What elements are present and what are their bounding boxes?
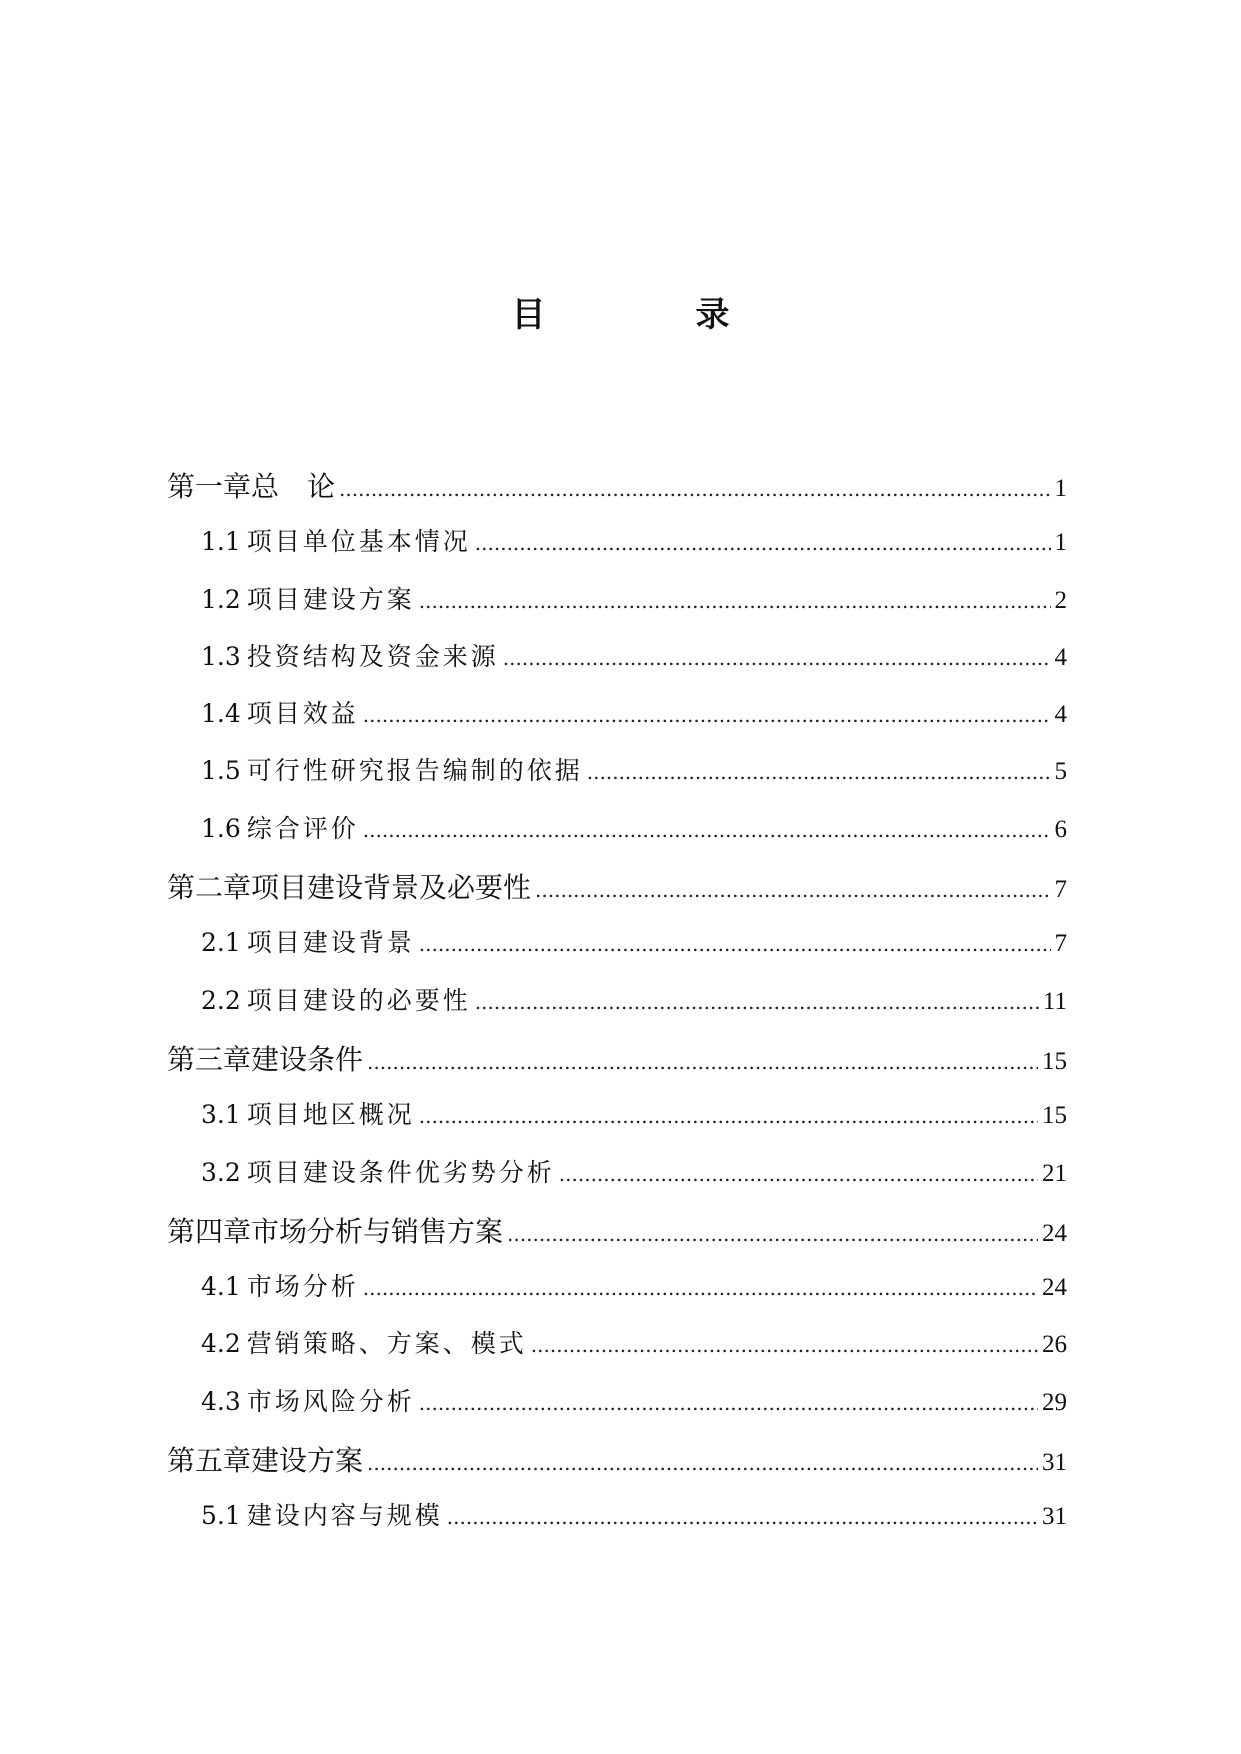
toc-entry-number: 4.2 [201,1329,241,1359]
toc-entry-page-number: 21 [1042,1159,1067,1187]
toc-entry-title: 项目建设背景 [246,928,415,958]
toc-entry-title: 项目建设条件优劣势分析 [246,1157,555,1187]
toc-title: 目 录 [511,295,788,335]
toc-section-entry[interactable] [167,1267,1067,1324]
toc-section-entry[interactable] [167,637,1067,694]
toc-entry-title: 总 论 [251,470,336,503]
toc-entry-title: 投资结构及资金来源 [246,641,499,671]
toc-entry-number: 3.2 [201,1157,241,1187]
toc-entry-number: 1.3 [201,641,241,671]
toc-entry-title: 市场分析与销售方案 [251,1214,504,1248]
dot-leader [535,878,1050,902]
toc-entry-page-number: 24 [1042,1274,1067,1302]
toc-entry-title: 项目建设的必要性 [246,985,471,1015]
toc-section-entry[interactable] [167,1382,1067,1439]
dot-leader [503,646,1051,670]
toc-entry-number: 4.1 [201,1272,241,1302]
toc-entry-title: 市场分析 [246,1272,359,1302]
toc-section-entry[interactable] [167,580,1067,637]
toc-entry-page-number: 1 [1054,475,1067,502]
dot-leader [367,1451,1038,1475]
dot-leader [419,932,1051,956]
toc-chapter-entry[interactable] [167,465,1067,522]
toc-section-entry[interactable] [167,751,1067,808]
toc-entry-page-number: 1 [1054,529,1067,557]
toc-entry-number: 1.2 [201,584,241,614]
dot-leader [339,477,1050,501]
dot-leader [475,990,1039,1014]
dot-leader [419,1391,1038,1415]
toc-entry-page-number: 7 [1054,876,1067,904]
dot-leader [419,589,1051,613]
toc-entry-page-number: 26 [1042,1331,1067,1359]
toc-entry-number: 1.5 [201,756,241,786]
toc-entry-page-number: 5 [1054,758,1067,786]
toc-section-entry[interactable] [167,694,1067,751]
toc-entry-title: 建设内容与规模 [246,1501,443,1531]
dot-leader [559,1162,1038,1186]
toc-entry-number: 2.1 [201,928,241,958]
toc-entry-title: 项目单位基本情况 [246,527,471,557]
toc-entry-number: 第四章 [167,1214,252,1248]
toc-entry-page-number: 2 [1054,586,1067,614]
toc-entry-title: 营销策略、方案、模式 [246,1329,527,1359]
toc-entry-number: 2.2 [201,985,241,1015]
toc-entry-number: 1.6 [201,813,241,843]
toc-entry-title: 市场风险分析 [246,1386,415,1416]
toc-entry-page-number: 4 [1054,643,1067,671]
toc-entry-title: 项目建设背景及必要性 [251,871,532,905]
toc-chapter-entry[interactable] [167,1439,1067,1496]
toc-entry-page-number: 24 [1042,1219,1067,1247]
toc-entry-title: 项目建设方案 [246,584,415,614]
toc-entry-page-number: 31 [1042,1449,1067,1477]
toc-entry-number: 第五章 [167,1444,252,1478]
toc-section-entry[interactable] [167,1496,1067,1553]
toc-section-entry[interactable] [167,1324,1067,1381]
toc-entry-title: 项目效益 [246,699,359,729]
toc-entry-page-number: 4 [1054,701,1067,729]
toc-entry-number: 1.1 [201,527,241,557]
dot-leader [363,703,1051,727]
toc-chapter-entry[interactable] [167,1210,1067,1267]
toc-entry-title: 建设方案 [251,1444,364,1478]
toc-entry-number: 第三章 [167,1042,252,1076]
toc-section-entry[interactable] [167,981,1067,1038]
toc-entry-page-number: 31 [1042,1503,1067,1531]
toc-entry-page-number: 15 [1042,1047,1067,1075]
toc-section-entry[interactable] [167,522,1067,579]
toc-entry-title: 可行性研究报告编制的依据 [246,756,583,786]
toc-entry-page-number: 7 [1054,930,1067,958]
dot-leader [363,818,1051,842]
toc-entry-title: 项目地区概况 [246,1100,415,1130]
toc-section-entry[interactable] [167,923,1067,980]
toc-section-entry[interactable] [167,1153,1067,1210]
toc-entry-number: 3.1 [201,1100,241,1130]
dot-leader [363,1276,1038,1300]
toc-entry-page-number: 11 [1042,987,1067,1015]
toc-entry-number: 1.4 [201,699,241,729]
dot-leader [507,1222,1038,1246]
toc-entry-page-number: 29 [1042,1388,1067,1416]
toc-section-entry[interactable] [167,1095,1067,1152]
toc-chapter-entry[interactable] [167,1038,1067,1095]
toc-chapter-entry[interactable] [167,866,1067,923]
toc-entry-page-number: 6 [1054,815,1067,843]
toc-section-entry[interactable] [167,809,1067,866]
dot-leader [587,760,1051,784]
toc-entry-number: 第二章 [167,871,252,905]
toc-entry-page-number: 15 [1042,1102,1067,1130]
toc-entry-number: 4.3 [201,1386,241,1416]
table-of-contents [167,465,1067,1554]
dot-leader [531,1333,1038,1357]
toc-entry-title: 建设条件 [251,1042,364,1076]
dot-leader [447,1505,1038,1529]
dot-leader [367,1050,1038,1074]
dot-leader [475,531,1051,555]
toc-entry-title: 综合评价 [246,813,359,843]
dot-leader [419,1104,1038,1128]
toc-entry-number: 第一章 [167,470,252,503]
toc-entry-number: 5.1 [201,1501,241,1531]
